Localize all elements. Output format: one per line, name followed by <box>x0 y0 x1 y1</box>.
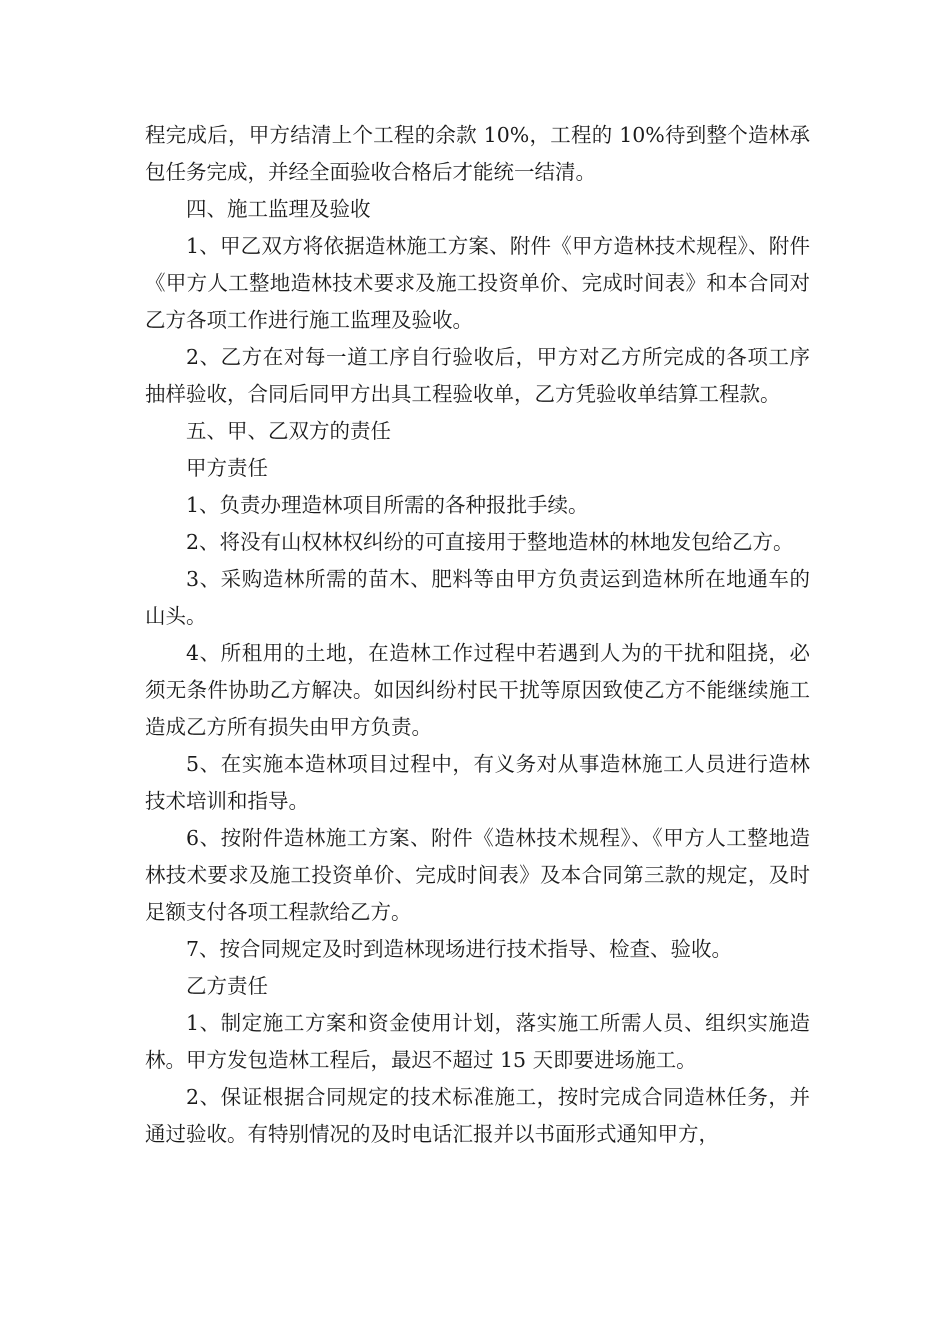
paragraph-party-a-5: 5、在实施本造林项目过程中，有义务对从事造林施工人员进行造林技术培训和指导。 <box>145 752 810 813</box>
subheading-party-b: 乙方责任 <box>186 974 268 998</box>
paragraph-party-a-1: 1、负责办理造林项目所需的各种报批手续。 <box>186 493 589 517</box>
document-body <box>145 117 810 1153</box>
paragraph-party-b-2: 2、保证根据合同规定的技术标准施工，按时完成合同造林任务，并通过验收。有特别情况的及时电话汇报并以书面形式通知甲方， <box>145 1085 810 1146</box>
paragraph-supervision-1: 1、甲乙双方将依据造林施工方案、附件《甲方造林技术规程》、附件《甲方人工整地造林技术要求及施工投资单价、完成时间表》和本合同对乙方各项工作进行施工监理及验收。 <box>145 234 810 332</box>
paragraph-continuation: 程完成后，甲方结清上个工程的余款 10%，工程的 10%待到整个造林承包任务完成，并经全面验收合格后才能统一结清。 <box>145 123 810 184</box>
paragraph-supervision-2: 2、乙方在对每一道工序自行验收后，甲方对乙方所完成的各项工序抽样验收，合同后同甲方出具工程验收单，乙方凭验收单结算工程款。 <box>145 345 810 406</box>
paragraph-party-a-6: 6、按附件造林施工方案、附件《造林技术规程》、《甲方人工整地造林技术要求及施工投资单价、完成时间表》及本合同第三款的规定，及时足额支付各项工程款给乙方。 <box>145 826 810 924</box>
section-heading-supervision: 四、施工监理及验收 <box>186 197 371 221</box>
paragraph-party-a-4: 4、所租用的土地，在造林工作过程中若遇到人为的干扰和阻挠，必须无条件协助乙方解决。如因纠纷村民干扰等原因致使乙方不能继续施工造成乙方所有损失由甲方负责。 <box>145 641 810 739</box>
paragraph-party-a-3: 3、采购造林所需的苗木、肥料等由甲方负责运到造林所在地通车的山头。 <box>145 567 810 628</box>
paragraph-party-a-2: 2、将没有山权林权纠纷的可直接用于整地造林的林地发包给乙方。 <box>186 530 794 554</box>
paragraph-party-b-1: 1、制定施工方案和资金使用计划，落实施工所需人员、组织实施造林。甲方发包造林工程后，最迟不超过 15 天即要进场施工。 <box>145 1011 810 1072</box>
subheading-party-a: 甲方责任 <box>186 456 268 480</box>
section-heading-responsibilities: 五、甲、乙双方的责任 <box>186 419 391 443</box>
paragraph-party-a-7: 7、按合同规定及时到造林现场进行技术指导、检查、验收。 <box>186 937 733 961</box>
